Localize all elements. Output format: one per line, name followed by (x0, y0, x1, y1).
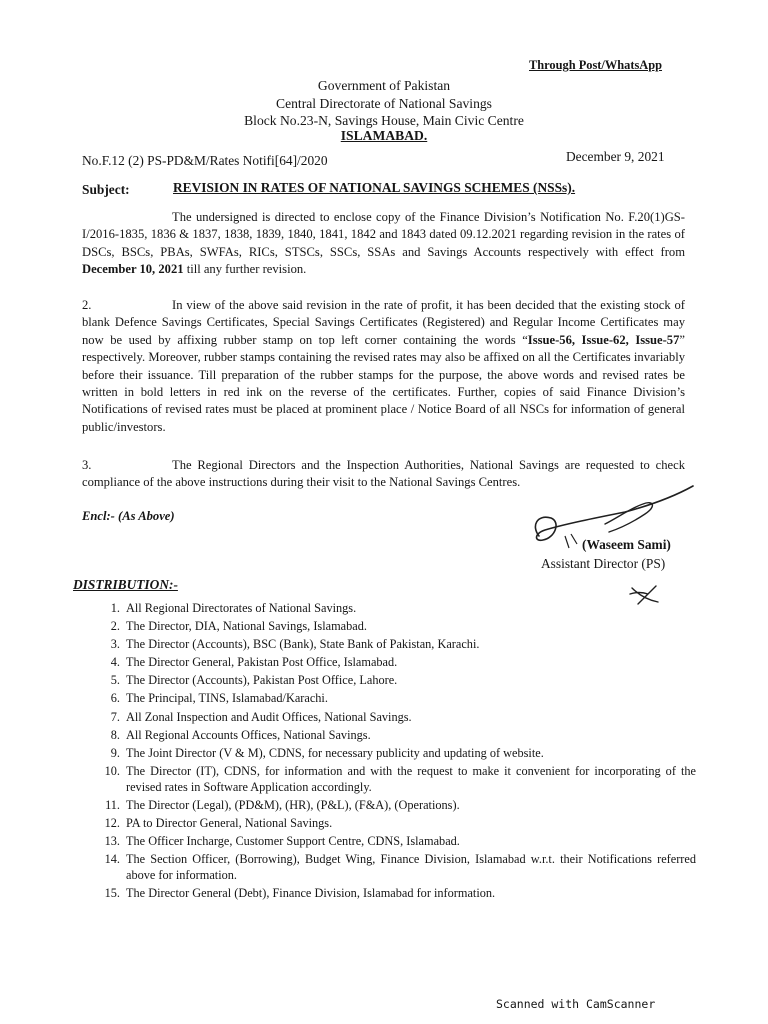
distribution-item-number: 14. (104, 851, 120, 866)
distribution-item (96, 834, 696, 850)
directorate-name: Central Directorate of National Savings (276, 96, 492, 111)
paragraph-2-number: 2. (82, 298, 92, 312)
office-name: Government of Pakistan (317, 78, 451, 93)
distribution-heading: DISTRIBUTION:- (73, 577, 178, 592)
distribution-item-number: 13. (104, 833, 120, 848)
distribution-item (96, 728, 696, 744)
letter-date: December 9, 2021 (566, 149, 665, 164)
scanner-watermark: Scanned with CamScanner (496, 997, 656, 1011)
subject-label: Subject: (82, 182, 130, 197)
distribution-item (96, 746, 696, 762)
distribution-item-number: 15. (104, 885, 120, 900)
paragraph-3-text: The Regional Directors and the Inspection Authorities, National Savings are requested to check compliance of the above instructions during their visit to the National Savings Centres. (82, 458, 685, 490)
distribution-item-text: The Section Officer, (Borrowing), Budget Wing, Finance Division, Islamabad w.r.t. their Notifications referred above for information. (126, 851, 696, 882)
distribution-item-number: 12. (104, 815, 120, 830)
distribution-item (96, 637, 696, 653)
distribution-item-text: PA to Director General, National Savings. (126, 815, 333, 830)
paragraph-1 (82, 209, 685, 279)
distribution-item (96, 816, 696, 832)
distribution-item (96, 619, 696, 635)
distribution-item (96, 673, 696, 689)
distribution-item-text: All Zonal Inspection and Audit Offices, National Savings. (126, 709, 412, 724)
distribution-item (96, 601, 696, 617)
distribution-item-number: 6. (110, 691, 120, 706)
paragraph-2 (82, 297, 685, 436)
paragraph-1-text-a: The undersigned is directed to enclose copy of the Finance Division’s Notification No. F.20(1)GS-I/2016-1835, 1836 & 1837, 1838, 1839, 1840, 1841, 1842 and 1843 dated 09.12.2021 regarding revision in the rates of DSCs, BSCs, PBAs, SWFAs, RICs, STSCs, SSCs, SSAs and Savings Accounts respectively with effect from (82, 210, 685, 259)
distribution-item (96, 764, 696, 795)
distribution-item-number: 10. (104, 763, 120, 778)
distribution-item-text: The Director (Accounts), Pakistan Post Office, Lahore. (126, 673, 398, 688)
city-line: ISLAMABAD. (340, 128, 428, 143)
distribution-item-text: The Director, DIA, National Savings, Islamabad. (126, 619, 367, 634)
distribution-item-number: 1. (110, 601, 120, 615)
distribution-item (96, 886, 696, 902)
paragraph-3-number: 3. (82, 458, 92, 472)
distribution-item-text: The Director (IT), CDNS, for information and with the request to make it convenient for incorporating of the revised rates in Software Application accordingly. (126, 763, 696, 794)
distribution-item-text: The Director General, Pakistan Post Office, Islamabad. (126, 655, 398, 670)
distribution-item-text: The Director (Legal), (PD&M), (HR), (P&L), (F&A), (Operations). (126, 797, 460, 812)
distribution-item-number: 3. (110, 637, 120, 652)
delivery-mode: Through Post/WhatsApp (529, 58, 663, 72)
distribution-item-number: 4. (110, 655, 120, 670)
effective-date: December 10, 2021 (82, 262, 184, 277)
enclosure-note: Encl:- (As Above) (82, 509, 175, 523)
paragraph-2-text-a: In view of the above said revision in the rate of profit, it has been decided that the existing stock of blank Defence Savings Certificates, Special Savings Certificates (Registered) and Regular Income Certificates may now be used by affixing rubber stamp on top left corner containing the words “ (82, 298, 685, 347)
distribution-item-number: 8. (110, 727, 120, 742)
distribution-item-text: The Joint Director (V & M), CDNS, for necessary publicity and updating of website. (126, 745, 544, 760)
distribution-item-text: The Principal, TINS, Islamabad/Karachi. (126, 691, 328, 706)
signatory-name: (Waseem Sami) (582, 537, 671, 552)
distribution-item-text: All Regional Directorates of National Savings. (126, 601, 357, 615)
reference-number: No.F.12 (2) PS-PD&M/Rates Notifi[64]/2020 (82, 153, 328, 168)
distribution-item (96, 798, 696, 814)
distribution-item-number: 2. (110, 619, 120, 634)
distribution-item-text: The Officer Incharge, Customer Support Centre, CDNS, Islamabad. (126, 833, 460, 848)
distribution-item-text: The Director General (Debt), Finance Division, Islamabad for information. (126, 885, 496, 900)
issue-numbers: Issue-56, Issue-62, Issue-57 (527, 332, 680, 347)
distribution-item (96, 691, 696, 707)
distribution-item-number: 5. (110, 673, 120, 688)
signatory-title: Assistant Director (PS) (541, 556, 666, 571)
distribution-item-number: 9. (110, 745, 120, 760)
paragraph-1-text-c: till any further revision. (183, 262, 307, 277)
distribution-item-number: 7. (110, 709, 120, 724)
distribution-item-text: All Regional Accounts Offices, National Savings. (126, 727, 371, 742)
distribution-item (96, 852, 696, 883)
distribution-item-number: 11. (105, 797, 120, 812)
paragraph-2-text-c: ” respectively. Moreover, rubber stamps containing the revised rates may also be affixed on all the Certificates invariably before their issuance. Till preparation of the rubber stamps for the purpose, the above words and revised rates be written in bold letters in red ink on the reverse of the certificates. Further, copies of said Finance Division’s Notifications of revised rates must be placed at prominent place / Notice Board of all NSCs for information of general public/investors. (82, 332, 685, 434)
address-line: Block No.23-N, Savings House, Main Civic Centre (244, 113, 524, 128)
distribution-item (96, 710, 696, 726)
distribution-item-text: The Director (Accounts), BSC (Bank), State Bank of Pakistan, Karachi. (126, 637, 480, 652)
subject-text: REVISION IN RATES OF NATIONAL SAVINGS SCHEMES (NSSs). (173, 180, 576, 195)
distribution-item (96, 655, 696, 671)
distribution-list (96, 601, 696, 904)
